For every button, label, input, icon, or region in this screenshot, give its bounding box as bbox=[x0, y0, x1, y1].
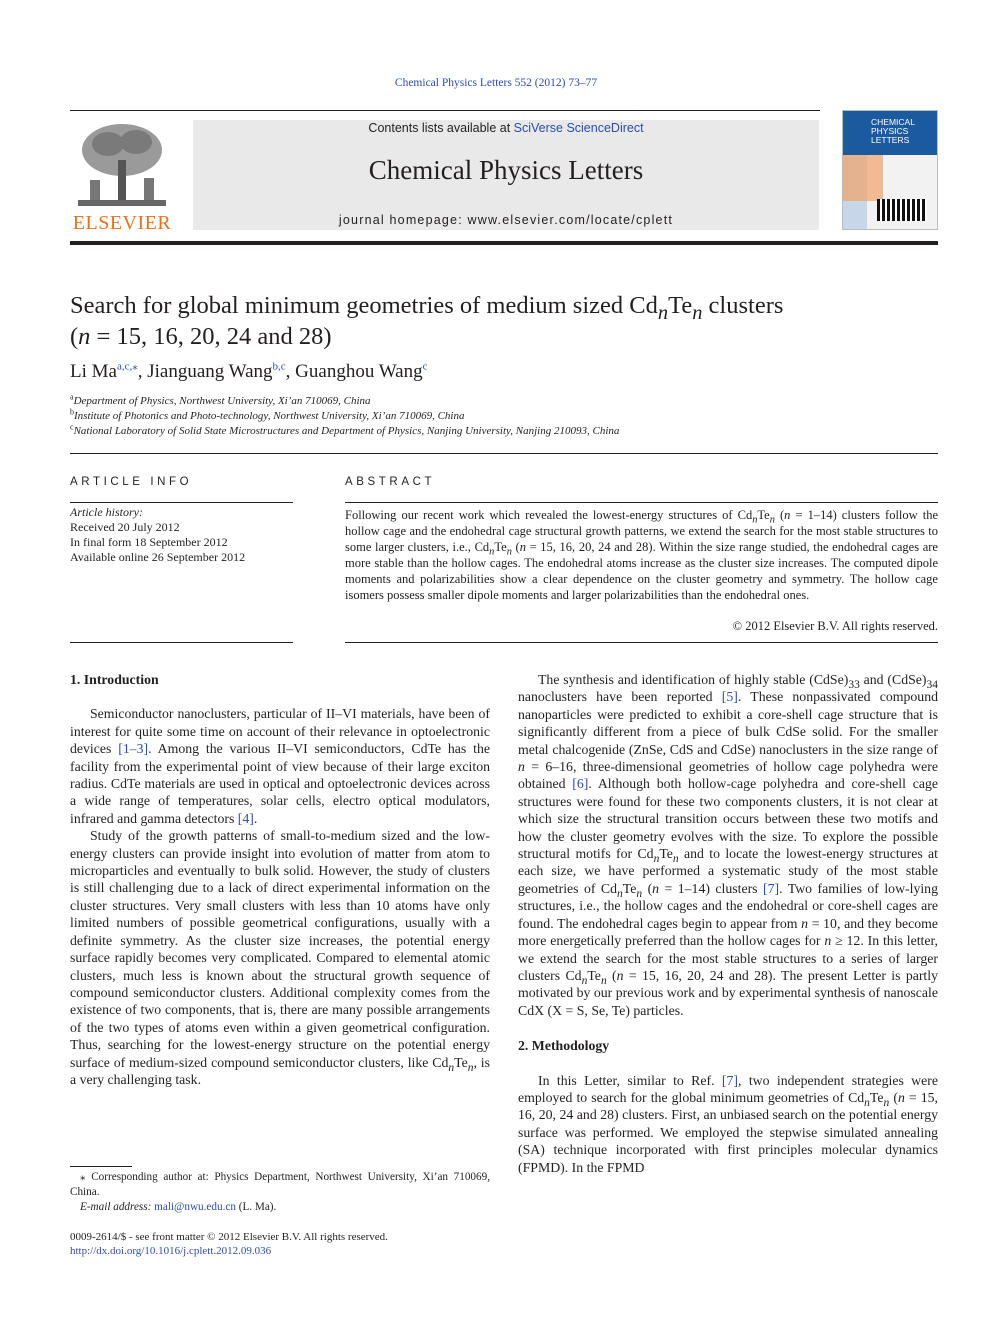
homepage-prefix: journal homepage: bbox=[338, 213, 468, 227]
revised-date: In final form 18 September 2012 bbox=[70, 535, 228, 549]
cover-graphic bbox=[843, 155, 883, 201]
title-variable: n bbox=[78, 323, 91, 350]
affiliation-text: Department of Physics, Northwest University, Xi’an 710069, China bbox=[73, 395, 371, 407]
title-text: = 15, 16, 20, 24 and 28) bbox=[90, 323, 332, 350]
email-note: E-mail address: mali@nwu.edu.cn (L. Ma). bbox=[80, 1201, 277, 1213]
issn-line: 0009-2614/$ - see front matter © 2012 Elsevier B.V. All rights reserved. bbox=[70, 1231, 388, 1243]
history-label: Article history: bbox=[70, 505, 143, 519]
right-column bbox=[518, 671, 938, 1176]
affiliation bbox=[70, 392, 930, 407]
cover-title bbox=[871, 118, 935, 145]
citation-link[interactable]: [5] bbox=[721, 689, 738, 705]
received-date: Received 20 July 2012 bbox=[70, 520, 180, 534]
author-list: Li $Ma^{a,c,⁎}$, Jianguang Wang$^{b,c}$, Guanghou Wang$^c$ bbox=[70, 360, 428, 382]
cover-title-line: PHYSICS bbox=[871, 126, 909, 136]
author-name[interactable]: Li Ma bbox=[70, 361, 117, 382]
affiliation-mark: b bbox=[70, 407, 74, 417]
front-matter bbox=[70, 1230, 490, 1258]
section-heading-introduction: 1. Introduction bbox=[70, 672, 159, 687]
homepage-url[interactable]: www.elsevier.com/locate/cplett bbox=[467, 213, 674, 227]
doi-link[interactable]: http://dx.doi.org/10.1016/j.cplett.2012.09.036 bbox=[70, 1245, 272, 1257]
article-title bbox=[70, 290, 930, 352]
header-thick-rule bbox=[70, 241, 938, 245]
citation-link[interactable]: [6] bbox=[572, 776, 589, 792]
contents-prefix: Contents lists available at bbox=[368, 121, 514, 135]
article-info-heading: ARTICLE INFO bbox=[70, 476, 193, 488]
abstract-copyright: © 2012 Elsevier B.V. All rights reserved. bbox=[732, 619, 938, 633]
author-affiliation-mark[interactable]: a,c,⁎ bbox=[116, 360, 138, 373]
footnote-rule bbox=[70, 1166, 132, 1167]
affiliation-mark: c bbox=[70, 422, 74, 432]
title-text: ( bbox=[70, 323, 79, 350]
abstract-text: Following our recent work which revealed the lowest-energy structures of $Cd_nTe_n$ (n = 1–14) clusters follow the hollow cage and the endohedral cage structural growth patterns, we extend the search for the most stable structures to some larger clusters, i.e., $Cd_nTe_n$ (n = 15, 16, 20, 24 and 28). Within the size range studied, the endohedral cages are more stable than the hollow cages. The endohedral atoms increase as the cluster size increases. The computed dipole moments and polarizabilities show a clear dependence on the cluster geometry and symmetry. The hollow cage isomers possess smaller dipole moments and larger polarizabilities than the endohedral ones. bbox=[345, 508, 939, 602]
article-info-rule bbox=[70, 502, 293, 503]
journal-homepage bbox=[193, 213, 819, 227]
cover-barcode bbox=[877, 199, 927, 221]
citation-link[interactable]: [7] bbox=[721, 1072, 739, 1088]
journal-reference[interactable]: Chemical Physics Letters 552 (2012) 73–77 bbox=[394, 77, 598, 89]
affiliation-text: Institute of Photonics and Photo-technology, Northwest University, Xi’an 710069, China bbox=[74, 410, 465, 422]
article-history bbox=[70, 505, 293, 565]
corresponding-author-note: ⁎ Corresponding author at: Physics Department, Northwest University, Xi’an 710069, China. bbox=[70, 1171, 490, 1198]
section-rule bbox=[70, 453, 938, 454]
citation-link[interactable]: [1–3] bbox=[118, 741, 149, 757]
left-column bbox=[70, 671, 490, 1088]
body-paragraph: Study of the growth patterns of small-to-medium sized and the low-energy clusters can provide insight into evolution of matter from atom to microparticles and eventually to bulk solid. However, the study of clusters is still challenging due to a lack of direct experimental information on the cluster structures. Very small clusters with less than 10 atoms have only limited numbers of possible geometrical configurations, usually with a definite symmetry. As the cluster size increases, the potential energy surface rapidly becomes very complicated. Compared to elemental atomic clusters, much less is known about the structural growth sequence of compound semiconductor clusters. Additional complexity comes from the existence of two components, that is, there are many possible arrangements of the two types of atoms even within a given geometrical configuration. Thus, searching for the lowest-energy structure on the potential energy surface of medium-sized compound semiconductor clusters, like $Cd_nTe_n$, is a very challenging task. bbox=[70, 828, 490, 1087]
body-paragraph: Semiconductor nanoclusters, particular of II–VI materials, have been of interest for quite some time on account of their relevance in optoelectronic devices [1–3]. Among the various II–VI semiconductors, CdTe has the facility from the experimental point of view because of their large exciton radius. CdTe materials are used in optical and optoelectronic devices across a wide range of temperatures, solar cells, electro optical modulators, infrared and gamma detectors [4]. bbox=[70, 706, 490, 826]
sciencedirect-link[interactable]: SciVerse ScienceDirect bbox=[513, 121, 644, 135]
affiliation bbox=[70, 407, 930, 422]
footnote bbox=[70, 1170, 490, 1215]
title-text: Te bbox=[668, 292, 693, 319]
body-paragraph: The synthesis and identification of highly stable $(CdSe)_{33}$ and $(CdSe)_{34}$ nanoclusters have been reported [5]. These nonpassivated compound nanoparticles were predicted to exhibit a core-shell cage structure that is significantly different from a piece of bulk CdSe solid. For the smaller metal chalcogenide (ZnSe, CdS and CdSe) nanoclusters in the size range of n = 6–16, three-dimensional geometries of hollow cage polyhedra were obtained [6]. Although both hollow-cage polyhedra and core-shell cage structures were found for these two components clusters, it is not clear at which size the structural transition occurs between these two motifs and how the cluster geometry evolves with the size. To explore the possible structural motifs for $Cd_nTe_n$ and to locate the lowest-energy structures at each size, we have performed a systematic study of the most stable geometries of $Cd_nTe_n$ (n = 1–14) clusters [7]. Two families of low-lying structures, i.e., the hollow cages and the endohedral or core-shell cages are found. The endohedral cages begin to appear from n = 10, and they become more energetically preferred than the hollow cages for n ≥ 12. In this letter, we extend the search for the most stable structures to a series of larger clusters $Cd_nTe_n$ (n = 15, 16, 20, 24 and 28). The present Letter is partly motivated by our previous work and by experimental synthesis of nanoscale CdX (X = S, Se, Te) particles. bbox=[518, 672, 938, 1018]
section-heading-methodology: 2. Methodology bbox=[518, 1038, 610, 1054]
affiliation-text: National Laboratory of Solid State Microstructures and Department of Physics, Nanjing University, Nanjing 210093, China bbox=[73, 425, 620, 437]
title-subscript: n bbox=[692, 301, 703, 324]
cover-title-line: CHEMICAL bbox=[871, 117, 915, 127]
abstract-rule bbox=[345, 502, 938, 503]
affiliation-mark: a bbox=[70, 392, 74, 402]
publisher-wordmark: ELSEVIER bbox=[72, 212, 172, 234]
title-subscript: n bbox=[657, 301, 669, 324]
author-affiliation-mark[interactable]: b,c bbox=[272, 360, 286, 373]
contents-line bbox=[193, 121, 819, 135]
article-info-rule bbox=[70, 642, 293, 643]
cover-title-line: LETTERS bbox=[871, 135, 910, 145]
abstract-heading: ABSTRACT bbox=[345, 476, 436, 488]
author-name[interactable]: Guanghou Wang bbox=[295, 361, 423, 382]
journal-cover-thumbnail[interactable] bbox=[842, 110, 938, 230]
top-rule bbox=[70, 110, 820, 111]
title-text: Search for global minimum geometries of medium sized Cd bbox=[70, 292, 658, 319]
author-name[interactable]: Jianguang Wang bbox=[147, 361, 273, 382]
citation-link[interactable]: [4] bbox=[237, 810, 254, 826]
abstract-rule bbox=[345, 642, 938, 643]
journal-name: Chemical Physics Letters bbox=[368, 155, 644, 185]
online-date: Available online 26 September 2012 bbox=[70, 550, 246, 564]
email-link[interactable]: mali@nwu.edu.cn bbox=[154, 1201, 236, 1213]
citation-link[interactable]: [7] bbox=[762, 880, 780, 896]
title-text: clusters bbox=[702, 292, 784, 319]
affiliation bbox=[70, 422, 930, 437]
author-affiliation-mark[interactable]: c bbox=[422, 360, 428, 373]
body-paragraph: In this Letter, similar to Ref. [7], two independent strategies were employed to search for the global minimum geometries of $Cd_nTe_n$ (n = 15, 16, 20, 24 and 28) clusters. First, an unbiased search on the potential energy surface was performed. We employed the stepwise simulated annealing (SA) technique incorporated with first principles molecular dynamics (FPMD). In the FPMD bbox=[518, 1072, 939, 1175]
